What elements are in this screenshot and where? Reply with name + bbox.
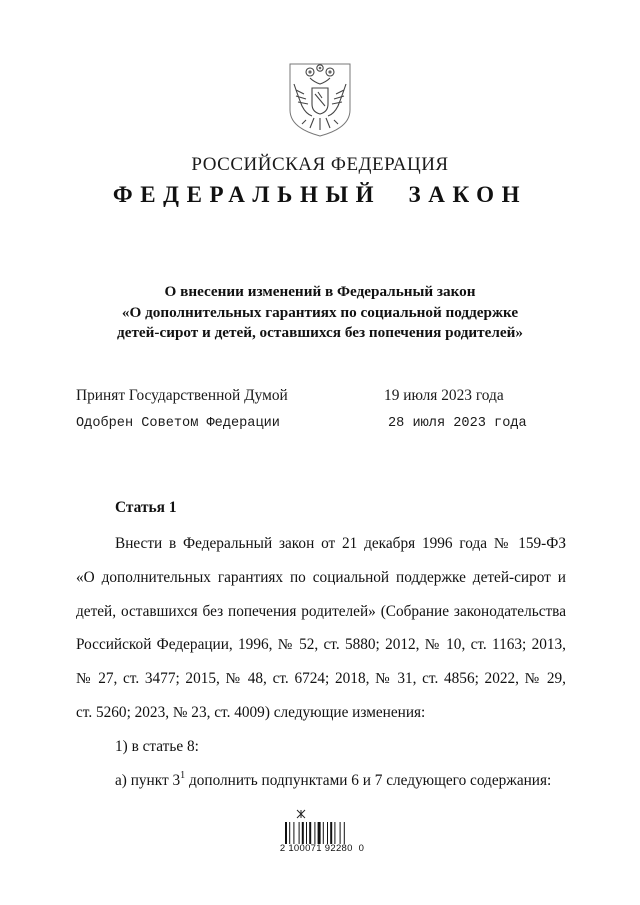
law-title-line: «О дополнительных гарантиях по социальной поддержке <box>121 303 519 321</box>
article-text-line: «О дополнительных гарантиях по социальной поддержке детей-сирот и <box>76 569 566 586</box>
duma-adoption-date: 19 июля 2023 года <box>384 387 504 404</box>
list-item-a <box>115 769 566 790</box>
article-text-line: детей, оставшихся без попечения родителей» (Собрание законодательства <box>76 603 566 620</box>
council-approval-date: 28 июля 2023 года <box>388 416 527 431</box>
article-text-line: ст. 5260; 2023, № 23, ст. 4009) следующие изменения: <box>76 704 426 721</box>
article-heading: Статья 1 <box>115 499 177 516</box>
superscript-index: 1 <box>180 769 186 781</box>
document-type: ФЕДЕРАЛЬНЫЙ ЗАКОН <box>112 182 528 207</box>
barcode-number: 2 100071 92280 0 <box>279 843 365 854</box>
law-title-line: детей-сирот и детей, оставшихся без попечения родителей» <box>117 324 523 341</box>
country-name: РОССИЙСКАЯ ФЕДЕРАЦИЯ <box>191 154 449 175</box>
article-text-line: Российской Федерации, 1996, № 52, ст. 5880; 2012, № 10, ст. 1163; 2013, <box>76 636 566 653</box>
article-text-line: Внести в Федеральный закон от 21 декабря 1996 года № 159-ФЗ <box>115 535 566 552</box>
law-title <box>0 282 640 344</box>
list-item-1: 1) в статье 8: <box>115 738 199 755</box>
law-title-line: О внесении изменений в Федеральный закон <box>164 283 476 300</box>
coat-of-arms-icon <box>288 62 352 138</box>
council-approval-label: Одобрен Советом Федерации <box>76 416 280 431</box>
duma-adoption-label: Принят Государственной Думой <box>76 387 288 404</box>
article-text-line: № 27, ст. 3477; 2015, № 48, ст. 6724; 2018, № 31, ст. 4856; 2022, № 29, <box>76 670 566 687</box>
list-item-a-suffix: дополнить подпунктами 6 и 7 следующего содержания: <box>185 772 552 789</box>
list-item-a-prefix: а) пункт 3 <box>115 772 181 789</box>
